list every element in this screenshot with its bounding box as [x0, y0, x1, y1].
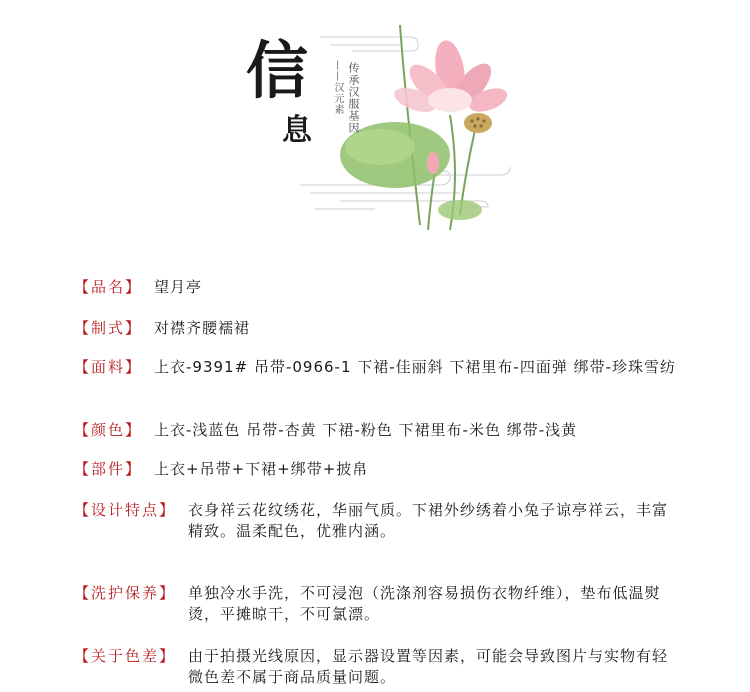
row-value: 上衣-9391# 吊带-0966-1 下裙-佳丽斜 下裙里布-四面弹 绑带-珍珠雪纺	[154, 358, 677, 376]
row-value: 由于拍摄光线原因，显示器设置等因素，可能会导致图片与实物有轻微色差不属于商品质量问题。	[188, 647, 669, 686]
row-value: 对襟齐腰襦裙	[154, 319, 251, 337]
row-value: 衣身祥云花纹绣花，华丽气质。下裙外纱绣着小兔子谅亭祥云，丰富精致。温柔配色，优雅内涵。	[188, 501, 669, 540]
info-row-parts	[74, 459, 684, 480]
row-value: 上衣+吊带+下裙+绑带+披帛	[154, 460, 369, 478]
info-row-name	[74, 277, 684, 298]
info-row-fabric	[74, 357, 684, 378]
row-label: 【部件】	[74, 460, 143, 478]
info-row-color	[74, 420, 684, 441]
row-value: 单独冷水手洗，不可浸泡（洗涤剂容易损伤衣物纤维），垫布低温熨烫，平摊晾干，不可氯漂。	[188, 584, 661, 623]
row-label: 【品名】	[74, 278, 143, 296]
row-value: 上衣-浅蓝色 吊带-杏黄 下裙-粉色 下裙里布-米色 绑带-浅黄	[154, 421, 578, 439]
info-row-color-diff	[74, 646, 684, 688]
lotus-illustration	[300, 15, 520, 240]
info-row-care	[74, 583, 684, 625]
row-label: 【颜色】	[74, 421, 143, 439]
info-row-design	[74, 500, 684, 542]
vertical-signature: ——汉元素	[332, 60, 343, 115]
row-label: 【洗护保养】	[74, 584, 177, 602]
row-label: 【关于色差】	[74, 647, 177, 665]
row-label: 【制式】	[74, 319, 143, 337]
title-char-1: 信	[246, 34, 309, 107]
title-char-2: 息	[282, 113, 312, 148]
row-label: 【面料】	[74, 358, 143, 376]
vertical-slogan: 传承汉服基因	[347, 62, 360, 134]
info-row-style	[74, 318, 684, 339]
row-value: 望月亭	[154, 278, 203, 296]
header-banner	[0, 0, 750, 250]
row-label: 【设计特点】	[74, 501, 177, 519]
